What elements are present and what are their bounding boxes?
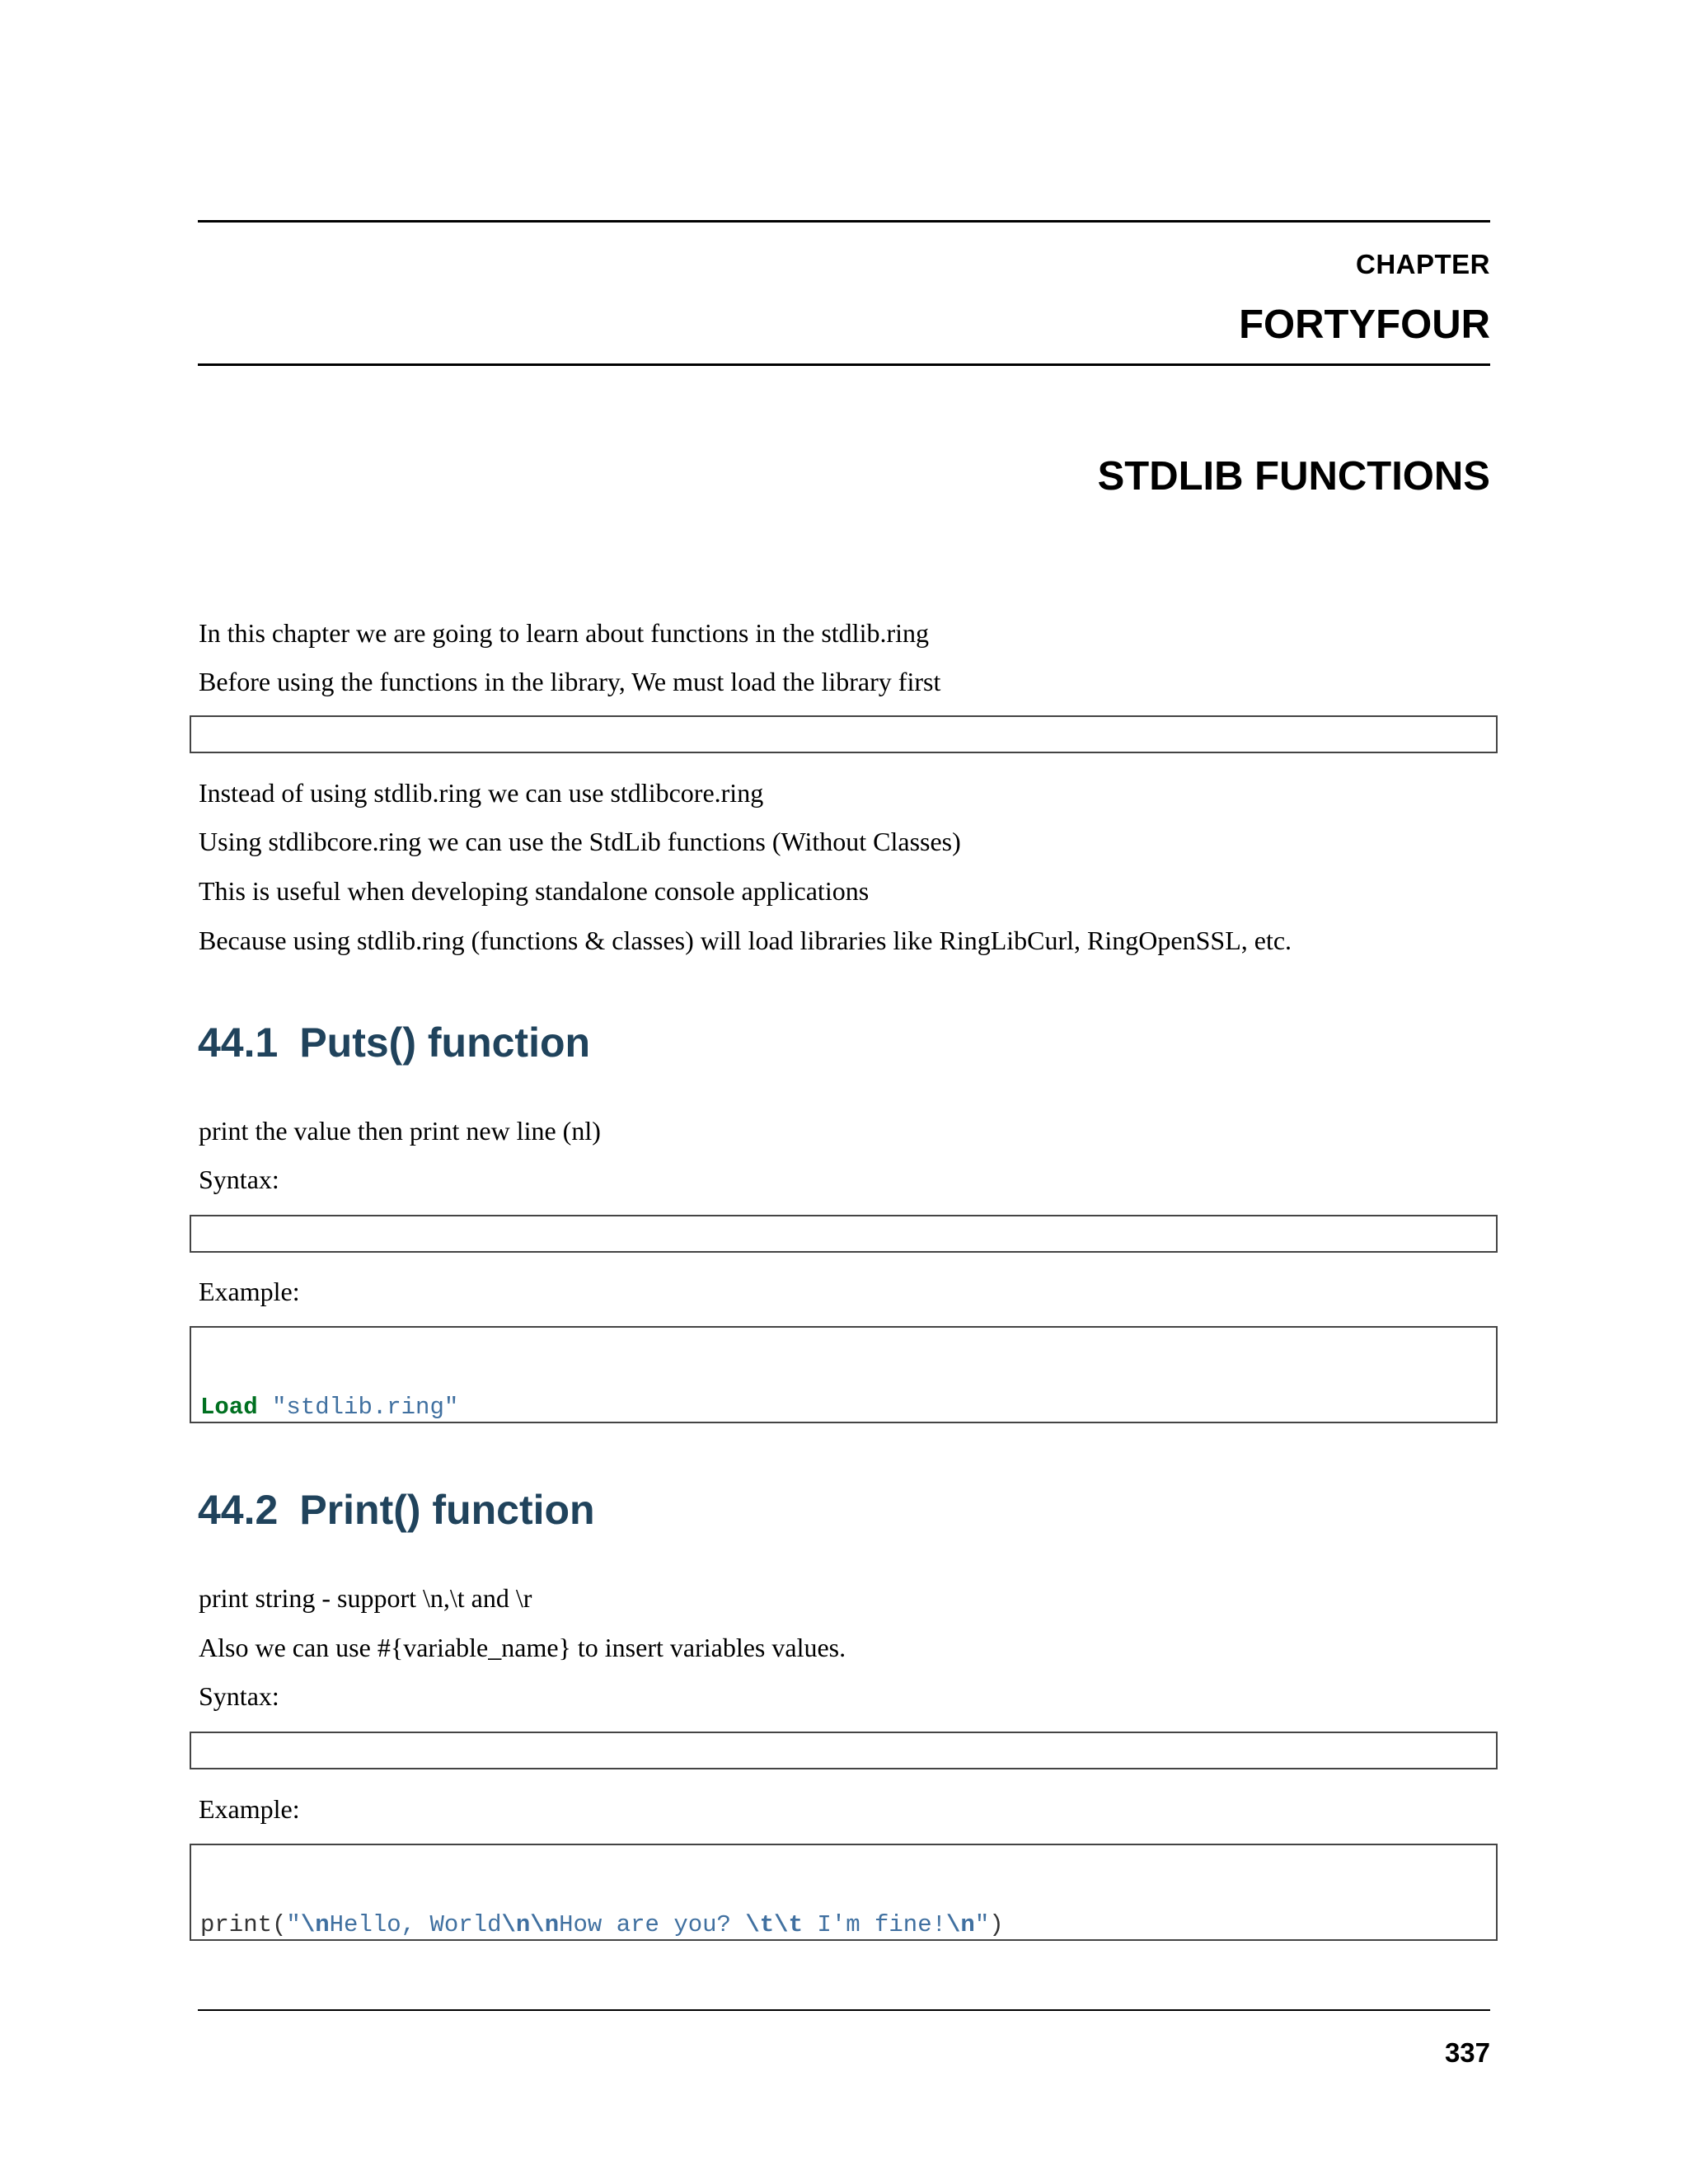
- code-string: Hello, World: [329, 1911, 502, 1938]
- section-heading-print: [198, 1486, 595, 1534]
- footer-rule: [198, 2009, 1490, 2011]
- code-string: How are you?: [559, 1911, 746, 1938]
- code-quote: ": [286, 1911, 301, 1938]
- intro-paragraph-4: Using stdlibcore.ring we can use the StdLib functions (Without Classes): [199, 827, 961, 856]
- chapter-bottom-rule: [198, 363, 1490, 366]
- code-paren: ): [989, 1911, 1004, 1938]
- code-escape: \n\n: [501, 1911, 560, 1938]
- code-block-puts-example: [190, 1326, 1498, 1423]
- chapter-label: CHAPTER: [1355, 249, 1490, 279]
- code-line: [200, 1910, 1488, 1940]
- chapter-top-rule: [198, 220, 1490, 223]
- print-example-label: Example:: [199, 1794, 300, 1824]
- code-escape: \n: [300, 1911, 330, 1938]
- code-block-load: [190, 715, 1498, 753]
- section-number: 44.1: [198, 1019, 279, 1066]
- print-syntax-label: Syntax:: [199, 1681, 279, 1711]
- chapter-title: STDLIB FUNCTIONS: [1097, 454, 1490, 499]
- code-keyword: Load: [200, 1394, 258, 1421]
- code-escape: \n: [946, 1911, 975, 1938]
- puts-syntax-label: Syntax:: [199, 1165, 279, 1194]
- intro-paragraph-3: Instead of using stdlib.ring we can use stdlibcore.ring: [199, 778, 764, 808]
- code-string: "stdlib.ring": [272, 1394, 459, 1421]
- intro-paragraph-5: This is useful when developing standalone console applications: [199, 876, 870, 906]
- print-description-1: print string - support \n,\t and \r: [199, 1583, 532, 1613]
- code-escape: \t\t: [745, 1911, 803, 1938]
- section-title-text: Print() function: [299, 1487, 595, 1533]
- code-block-print-syntax: [190, 1732, 1498, 1769]
- intro-paragraph-2: Before using the functions in the library, We must load the library first: [199, 667, 941, 696]
- code-block-print-example: [190, 1844, 1498, 1941]
- intro-paragraph-1: In this chapter we are going to learn about functions in the stdlib.ring: [199, 618, 929, 648]
- print-description-2: Also we can use #{variable_name} to insert variables values.: [199, 1633, 846, 1662]
- page-number: 337: [1444, 2037, 1490, 2068]
- chapter-number: FORTYFOUR: [1239, 302, 1490, 347]
- code-block-puts-syntax: [190, 1215, 1498, 1253]
- section-title-text: Puts() function: [299, 1019, 591, 1066]
- puts-example-label: Example:: [199, 1277, 300, 1306]
- code-quote: ": [974, 1911, 990, 1938]
- intro-paragraph-6: Because using stdlib.ring (functions & classes) will load libraries like RingLibCurl, RingOpenSSL, etc.: [199, 926, 1292, 955]
- section-number: 44.2: [198, 1487, 279, 1533]
- code-call: print(: [200, 1911, 287, 1938]
- section-heading-puts: [198, 1019, 590, 1066]
- code-line: [200, 1392, 1488, 1422]
- puts-description: print the value then print new line (nl): [199, 1116, 601, 1146]
- code-string: I'm fine!: [802, 1911, 947, 1938]
